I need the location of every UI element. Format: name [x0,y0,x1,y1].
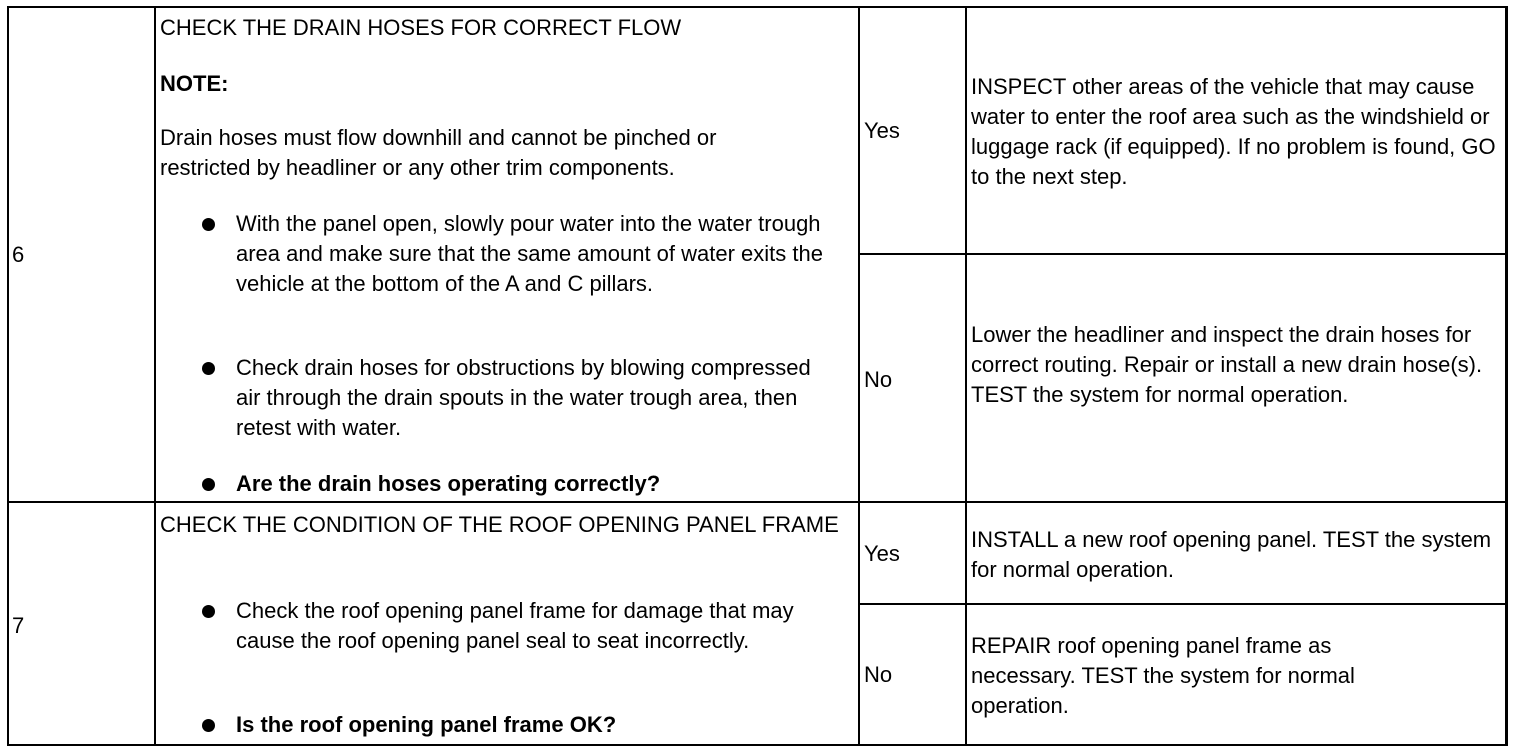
table-divider-result [965,6,967,746]
table-border-right [1505,6,1508,746]
bullet-icon [202,605,215,618]
row-7-yes-no-divider [858,603,1508,605]
step-number: 6 [12,242,25,267]
row-divider [7,501,1508,503]
table-border-left [7,6,9,746]
table-border-top [7,6,1508,8]
yes-label: Yes [864,541,900,566]
step-title: CHECK THE CONDITION OF THE ROOF OPENING PANEL FRAME [160,512,839,537]
bullet-question-text: Is the roof opening panel frame OK? [236,712,617,737]
yes-action: INSPECT other areas of the vehicle that may cause water to enter the roof area such as the windshield or luggage rack (if equipped). If no problem is found, GO to the next step. [971,74,1496,189]
no-label: No [864,367,893,392]
bullet-text: With the panel open, slowly pour water into the water trough area and make sure that the same amount of water exits the vehicle at the bottom of the A and C pillars. [236,211,823,296]
table-divider-action [858,6,860,746]
bullet-icon [202,719,215,732]
no-action: Lower the headliner and inspect the drain hoses for correct routing. Repair or install a new drain hose(s). TEST the system for normal operation. [971,322,1483,407]
bullet-icon [202,478,215,491]
yes-label: Yes [864,118,900,143]
bullet-question-text: Are the drain hoses operating correctly? [236,471,661,496]
step-title: CHECK THE DRAIN HOSES FOR CORRECT FLOW [160,15,682,40]
bullet-icon [202,362,215,375]
table-border-bottom [7,744,1508,746]
yes-action: INSTALL a new roof opening panel. TEST the system for normal operation. [971,527,1492,582]
bullet-text: Check drain hoses for obstructions by blowing compressed air through the drain spouts in the water trough area, then retest with water. [236,355,811,440]
note-label: NOTE: [160,71,229,96]
bullet-text: Check the roof opening panel frame for damage that may cause the roof opening panel seal to seat incorrectly. [236,598,794,653]
table-divider-step [154,6,156,746]
row-6-yes-no-divider [858,253,1508,255]
no-action: REPAIR roof opening panel frame as necessary. TEST the system for normal operation. [971,633,1355,718]
bullet-icon [202,218,215,231]
no-label: No [864,662,893,687]
step-number: 7 [12,613,25,638]
note-text: Drain hoses must flow downhill and cannot be pinched or restricted by headliner or any other trim components. [160,125,717,180]
